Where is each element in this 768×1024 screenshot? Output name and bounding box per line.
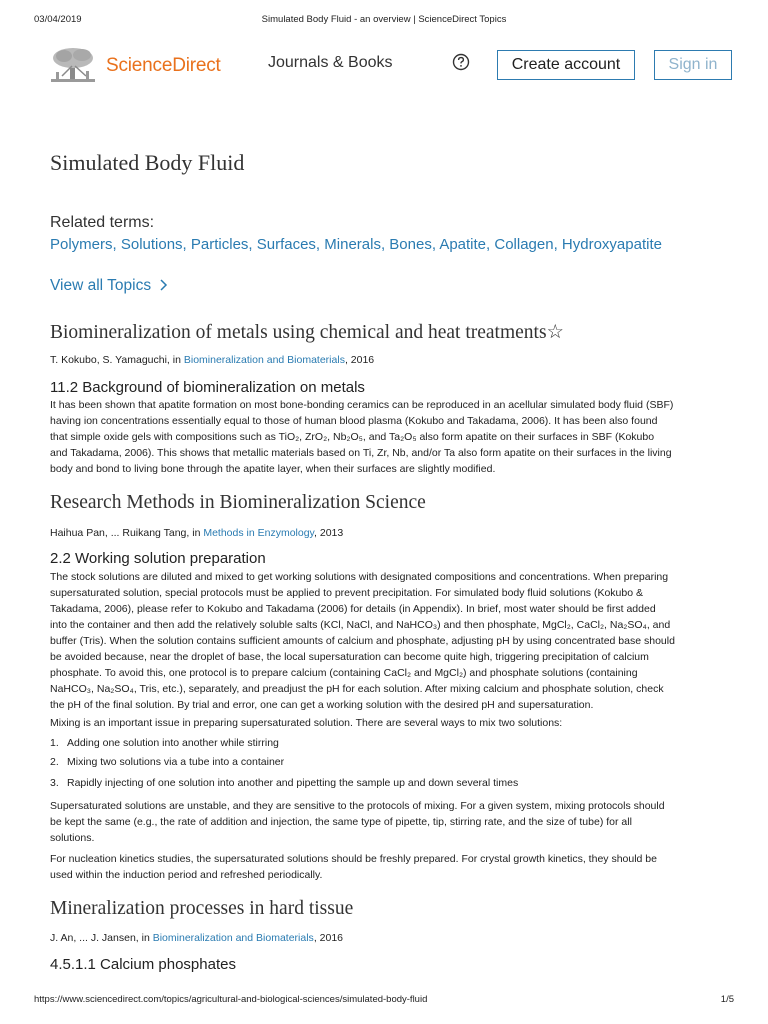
source-year: , 2016 — [313, 932, 344, 944]
source-year: , 2013 — [314, 527, 344, 539]
paragraph-line: into the container and then add the relatively soluble salts (KCl, NaCl, and NaHCO₃) and then phosphate, MgCl₂, CaCl₂, Na₂SO₄, and — [50, 619, 671, 631]
list-number: 2. — [50, 756, 59, 768]
print-header — [34, 14, 734, 28]
list-text: Rapidly injecting of one solution into another and pipetting the sample up and down several times — [67, 777, 519, 789]
print-footer — [34, 994, 734, 1008]
paragraph-line: supersaturated solution, special protocols must be applied to prevent precipitation. For simulated body fluid solutions (Kokubo & — [50, 587, 643, 599]
section-title: Mineralization processes in hard tissue — [50, 898, 354, 919]
list-text: Adding one solution into another while stirring — [67, 737, 279, 749]
sciencedirect-logo[interactable] — [50, 46, 220, 86]
paragraph-line: phosphate. To avoid this, one protocol is to prepare calcium (containing CaCl₂ and MgCl₂) and phosphate solutions (containing — [50, 667, 638, 679]
authors-text: Haihua Pan, ... Ruikang Tang, in — [50, 527, 204, 539]
source-year: , 2016 — [344, 354, 375, 366]
section-authors — [50, 354, 374, 366]
section-paragraph — [50, 397, 720, 477]
section-subtitle: 11.2 Background of biomineralization on metals — [50, 379, 365, 396]
mixing-intro: Mixing is an important issue in preparing supersaturated solution. There are several ways to mix two solutions: — [50, 717, 563, 729]
section-authors — [50, 932, 343, 944]
section-subtitle: 4.5.1.1 Calcium phosphates — [50, 956, 236, 973]
section-subtitle: 2.2 Working solution preparation — [50, 550, 266, 567]
paragraph-line: be avoided because, near the droplet of base, the local supersaturation can become quite high, triggering precipitation of calcium — [50, 651, 649, 663]
section-paragraph — [50, 851, 720, 883]
paragraph-line: solutions. — [50, 832, 95, 844]
create-account-button[interactable]: Create account — [497, 50, 635, 80]
paragraph-line: NaHCO₃, Na₂SO₄, Tris, etc.), separately, and preadjust the pH for each solution. After mixing calcium and phosphate solution, check — [50, 683, 664, 695]
related-terms-links[interactable]: Polymers, Solutions, Particles, Surfaces, Minerals, Bones, Apatite, Collagen, Hydroxyapatite — [50, 236, 662, 253]
section-title: Research Methods in Biomineralization Science — [50, 492, 426, 513]
page-title: Simulated Body Fluid — [50, 150, 245, 175]
print-url: https://www.sciencedirect.com/topics/agricultural-and-biological-sciences/simulated-body-fluid — [34, 994, 428, 1005]
section-paragraph — [50, 569, 720, 713]
chevron-right-icon — [155, 277, 171, 293]
print-date: 03/04/2019 — [34, 14, 82, 25]
paragraph-line: It has been shown that apatite formation on most bone-bonding ceramics can be reproduced in an acellular simulated body fluid (SBF) — [50, 399, 674, 411]
paragraph-line: Takadama, 2006), please refer to Kokubo and Takadama (2006) for details (in Appendix). In brief, most water should be first added — [50, 603, 656, 615]
related-terms-label: Related terms: — [50, 214, 155, 231]
sign-in-button[interactable]: Sign in — [654, 50, 732, 80]
view-all-topics-link[interactable] — [50, 277, 171, 295]
section-paragraph — [50, 798, 720, 846]
site-header — [50, 44, 732, 88]
print-page-number: 1/5 — [720, 994, 734, 1005]
section-title: Biomineralization of metals using chemical and heat treatments☆ — [50, 322, 565, 343]
list-text: Mixing two solutions via a tube into a container — [67, 756, 285, 768]
nav-journals-books[interactable]: Journals & Books — [268, 54, 393, 71]
paragraph-line: the pH of the final solution. By trial and error, one can get a working solution with the desired pH and supersaturation. — [50, 699, 594, 711]
paragraph-line: The stock solutions are diluted and mixed to get working solutions with designated compositions and concentrations. When preparing — [50, 571, 669, 583]
paragraph-line: that simple oxide gels with compositions such as TiO₂, ZrO₂, Nb₂O₅, and Ta₂O₅ also form apatite on their surfaces in SBF (Kokubo — [50, 431, 655, 443]
paragraph-line: used within the induction period and refreshed periodically. — [50, 869, 323, 881]
brand-name: ScienceDirect — [106, 55, 221, 76]
paragraph-line: body and bond to living bone through the apatite layer, when their surfaces are slightly modified. — [50, 463, 496, 475]
elsevier-tree-icon — [50, 46, 96, 84]
print-page-title: Simulated Body Fluid - an overview | ScienceDirect Topics — [261, 14, 507, 25]
source-link[interactable]: Biomineralization and Biomaterials — [152, 932, 314, 944]
list-number: 1. — [50, 737, 59, 749]
paragraph-line: Supersaturated solutions are unstable, and they are sensitive to the protocols of mixing. For a given system, mixing protocols should — [50, 800, 665, 812]
paragraph-line: For nucleation kinetics studies, the supersaturated solutions should be freshly prepared. For crystal growth kinetics, they should be — [50, 853, 657, 865]
view-all-topics-label: View all Topics — [50, 277, 152, 294]
authors-text: T. Kokubo, S. Yamaguchi, in — [50, 354, 184, 366]
source-link[interactable]: Biomineralization and Biomaterials — [183, 354, 345, 366]
paragraph-line: be kept the same (e.g., the rate of addition and injection, the same type of pipette, tip, stirring rate, and the size of tube) for all — [50, 816, 632, 828]
paragraph-line: and Takadama, 2006). This shows that metallic materials based on Ti, Zr, Nb, and/or Ta also form apatite on their surfaces in the living — [50, 447, 672, 459]
list-number: 3. — [50, 777, 59, 789]
source-link[interactable]: Methods in Enzymology — [203, 527, 315, 539]
paragraph-line: buffer (Tris). When the solution contains sufficient amounts of calcium and phosphate, adjusting pH by using concentrated base should — [50, 635, 675, 647]
question-circle-icon[interactable] — [452, 53, 470, 71]
authors-text: J. An, ... J. Jansen, in — [50, 932, 153, 944]
section-authors — [50, 527, 343, 539]
paragraph-line: having ion concentrations essentially equal to those of human blood plasma (Kokubo and Takadama, 2006). It has been also found — [50, 415, 658, 427]
